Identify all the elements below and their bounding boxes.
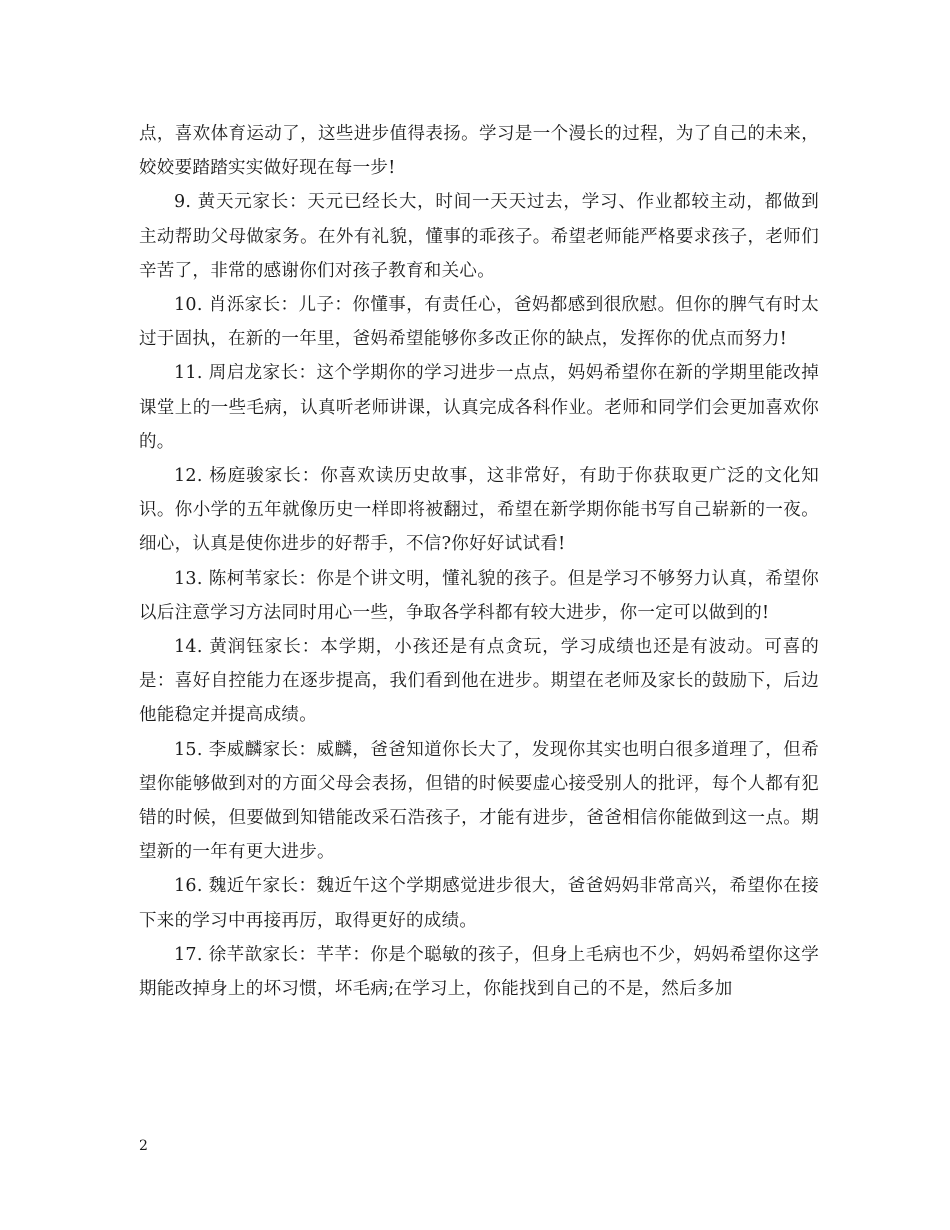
page-number: 2 bbox=[139, 1138, 148, 1154]
paragraph: 13. 陈柯苇家长：你是个讲文明，懂礼貌的孩子。但是学习不够努力认真，希望你以后注意学习方法同时用心一些，争取各学科都有较大进步，你一定可以做到的! bbox=[139, 568, 819, 623]
paragraph: 12. 杨庭骏家长：你喜欢读历史故事，这非常好，有助于你获取更广泛的文化知识。你小学的五年就像历史一样即将被翻过，希望在新学期你能书写自己崭新的一夜。细心，认真是使你进步的好帮手，不信?你好好试试看! bbox=[139, 466, 819, 555]
paragraph: 9. 黄天元家长：天元已经长大，时间一天天过去，学习、作业都较主动，都做到主动帮助父母做家务。在外有礼貌，懂事的乖孩子。希望老师能严格要求孩子，老师们辛苦了，非常的感谢你们对孩子教育和关心。 bbox=[139, 192, 819, 281]
document-body bbox=[139, 117, 819, 1006]
paragraph: 16. 魏近午家长：魏近午这个学期感觉进步很大，爸爸妈妈非常高兴，希望你在接下来的学习中再接再厉，取得更好的成绩。 bbox=[139, 876, 819, 931]
paragraph: 15. 李威麟家长：威麟，爸爸知道你长大了，发现你其实也明白很多道理了，但希望你能够做到对的方面父母会表扬，但错的时候要虚心接受别人的批评，每个人都有犯错的时候，但要做到知错能改采石浩孩子，才能有进步，爸爸相信你能做到这一点。期望新的一年有更大进步。 bbox=[139, 739, 819, 863]
paragraph: 11. 周启龙家长：这个学期你的学习进步一点点，妈妈希望你在新的学期里能改掉课堂上的一些毛病，认真听老师讲课，认真完成各科作业。老师和同学们会更加喜欢你的。 bbox=[139, 363, 819, 452]
paragraph: 点，喜欢体育运动了，这些进步值得表扬。学习是一个漫长的过程，为了自己的未来，姣姣要踏踏实实做好现在每一步! bbox=[139, 124, 819, 179]
paragraph: 10. 肖泺家长：儿子：你懂事，有责任心，爸妈都感到很欣慰。但你的脾气有时太过于固执，在新的一年里，爸妈希望能够你多改正你的缺点，发挥你的优点而努力! bbox=[139, 295, 819, 350]
paragraph: 17. 徐芊歆家长：芊芊：你是个聪敏的孩子，但身上毛病也不少，妈妈希望你这学期能改掉身上的坏习惯，坏毛病;在学习上，你能找到自己的不是，然后多加 bbox=[139, 944, 819, 1000]
paragraph: 14. 黄润钰家长：本学期，小孩还是有点贪玩，学习成绩也还是有波动。可喜的是：喜好自控能力在逐步提高，我们看到他在进步。期望在老师及家长的鼓励下，后边他能稳定并提高成绩。 bbox=[139, 637, 819, 726]
